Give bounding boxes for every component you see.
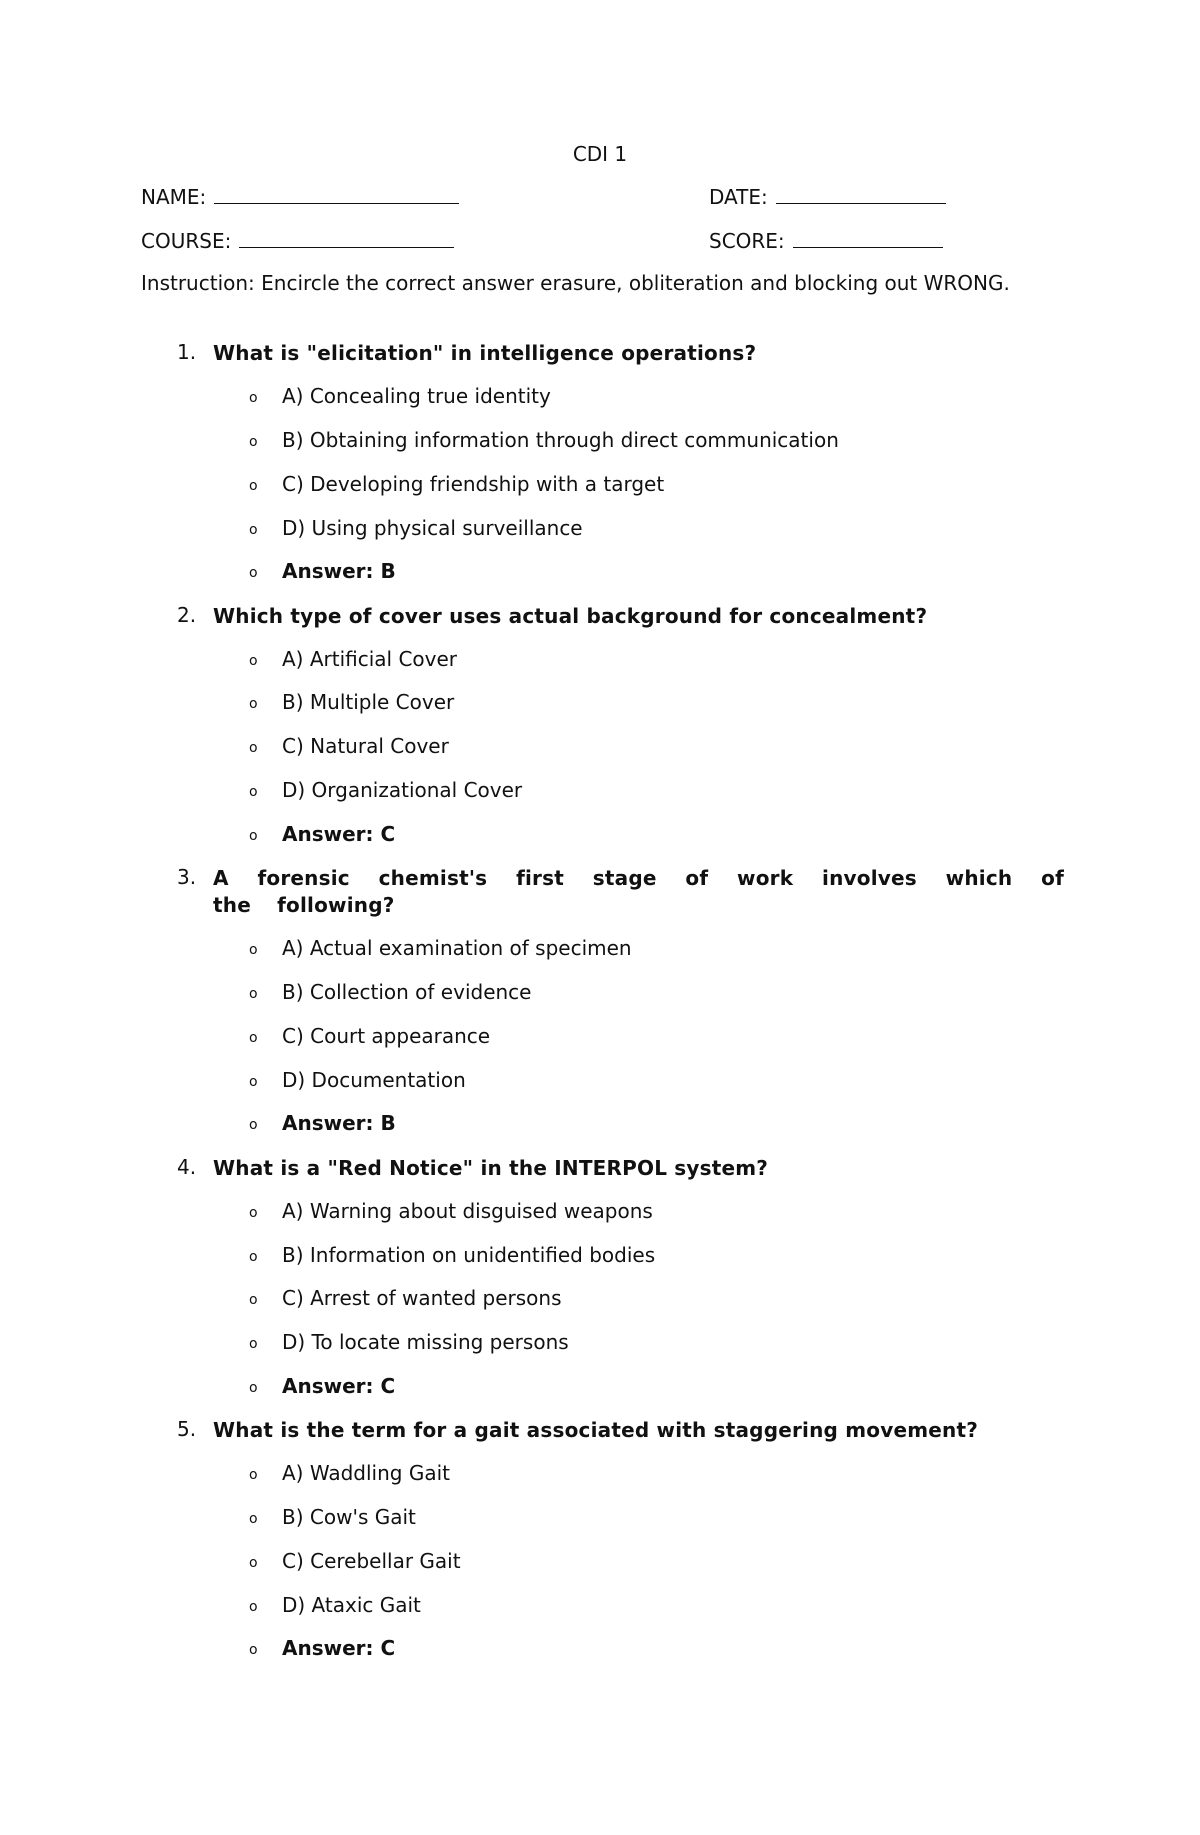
- option-label: C) Court appearance: [282, 1024, 491, 1048]
- bullet-icon: o: [249, 434, 258, 450]
- date-blank-line[interactable]: [776, 185, 946, 204]
- option-label: B) Multiple Cover: [282, 690, 455, 714]
- question-3: [141, 865, 1064, 919]
- bullet-icon: o: [249, 784, 258, 800]
- option-label: C) Developing friendship with a target: [282, 472, 665, 496]
- bullet-icon: o: [249, 986, 258, 1002]
- option-label: C) Arrest of wanted persons: [282, 1286, 562, 1310]
- bullet-icon: o: [249, 478, 258, 494]
- answer-label: Answer: B: [282, 1111, 396, 1135]
- question-number: 4.: [177, 1155, 197, 1179]
- date-label: DATE:: [709, 185, 768, 209]
- question-number: 3.: [177, 865, 197, 889]
- question-number: 1.: [177, 340, 197, 364]
- bullet-icon: o: [249, 653, 258, 669]
- instruction-text: Instruction: Encircle the correct answer erasure, obliteration and blocking out WRONG.: [141, 271, 1010, 295]
- option-label: D) Using physical surveillance: [282, 516, 583, 540]
- option-label: A) Actual examination of specimen: [282, 936, 632, 960]
- question-text: What is the term for a gait associated with staggering movement?: [213, 1418, 979, 1442]
- bullet-icon: o: [249, 1555, 258, 1571]
- bullet-icon: o: [249, 1336, 258, 1352]
- course-blank-line[interactable]: [239, 229, 454, 248]
- bullet-icon: o: [249, 1292, 258, 1308]
- question-number: 2.: [177, 603, 197, 627]
- name-label: NAME:: [141, 185, 207, 209]
- bullet-icon: o: [249, 696, 258, 712]
- bullet-icon: o: [249, 740, 258, 756]
- bullet-icon: o: [249, 1117, 258, 1133]
- bullet-icon: o: [249, 1380, 258, 1396]
- bullet-icon: o: [249, 942, 258, 958]
- question-text: What is a "Red Notice" in the INTERPOL system?: [213, 1156, 769, 1180]
- bullet-icon: o: [249, 828, 258, 844]
- bullet-icon: o: [249, 1511, 258, 1527]
- option-label: A) Warning about disguised weapons: [282, 1199, 653, 1223]
- option-label: D) Organizational Cover: [282, 778, 523, 802]
- score-field: [709, 229, 943, 253]
- option-label: B) Obtaining information through direct communication: [282, 428, 839, 452]
- bullet-icon: o: [249, 565, 258, 581]
- option-label: C) Cerebellar Gait: [282, 1549, 461, 1573]
- option-label: D) Documentation: [282, 1068, 466, 1092]
- answer-label: Answer: C: [282, 1374, 396, 1398]
- page-title: CDI 1: [572, 142, 628, 166]
- bullet-icon: o: [249, 1642, 258, 1658]
- bullet-icon: o: [249, 1074, 258, 1090]
- option-label: D) To locate missing persons: [282, 1330, 569, 1354]
- question-text: A forensic chemist's first stage of work involves which of the following?: [213, 866, 1064, 917]
- course-label: COURSE:: [141, 229, 232, 253]
- question-2: [141, 603, 1064, 630]
- option-label: B) Cow's Gait: [282, 1505, 416, 1529]
- question-text: Which type of cover uses actual background for concealment?: [213, 604, 928, 628]
- question-5: [141, 1417, 1064, 1444]
- option-label: A) Waddling Gait: [282, 1461, 450, 1485]
- question-text: What is "elicitation" in intelligence operations?: [213, 341, 757, 365]
- bullet-icon: o: [249, 1467, 258, 1483]
- answer-label: Answer: C: [282, 1636, 396, 1660]
- question-1: [141, 340, 1064, 367]
- option-label: B) Information on unidentified bodies: [282, 1243, 656, 1267]
- option-label: A) Concealing true identity: [282, 384, 551, 408]
- name-blank-line[interactable]: [214, 185, 459, 204]
- bullet-icon: o: [249, 1249, 258, 1265]
- question-4: [141, 1155, 1064, 1182]
- name-field: [141, 185, 459, 209]
- option-label: B) Collection of evidence: [282, 980, 532, 1004]
- answer-label: Answer: C: [282, 822, 396, 846]
- course-field: [141, 229, 454, 253]
- option-label: A) Artificial Cover: [282, 647, 458, 671]
- date-field: [709, 185, 946, 209]
- score-blank-line[interactable]: [793, 229, 943, 248]
- bullet-icon: o: [249, 1030, 258, 1046]
- bullet-icon: o: [249, 1205, 258, 1221]
- question-number: 5.: [177, 1417, 197, 1441]
- bullet-icon: o: [249, 1599, 258, 1615]
- bullet-icon: o: [249, 390, 258, 406]
- answer-label: Answer: B: [282, 559, 396, 583]
- score-label: SCORE:: [709, 229, 785, 253]
- option-label: C) Natural Cover: [282, 734, 449, 758]
- bullet-icon: o: [249, 522, 258, 538]
- option-label: D) Ataxic Gait: [282, 1593, 421, 1617]
